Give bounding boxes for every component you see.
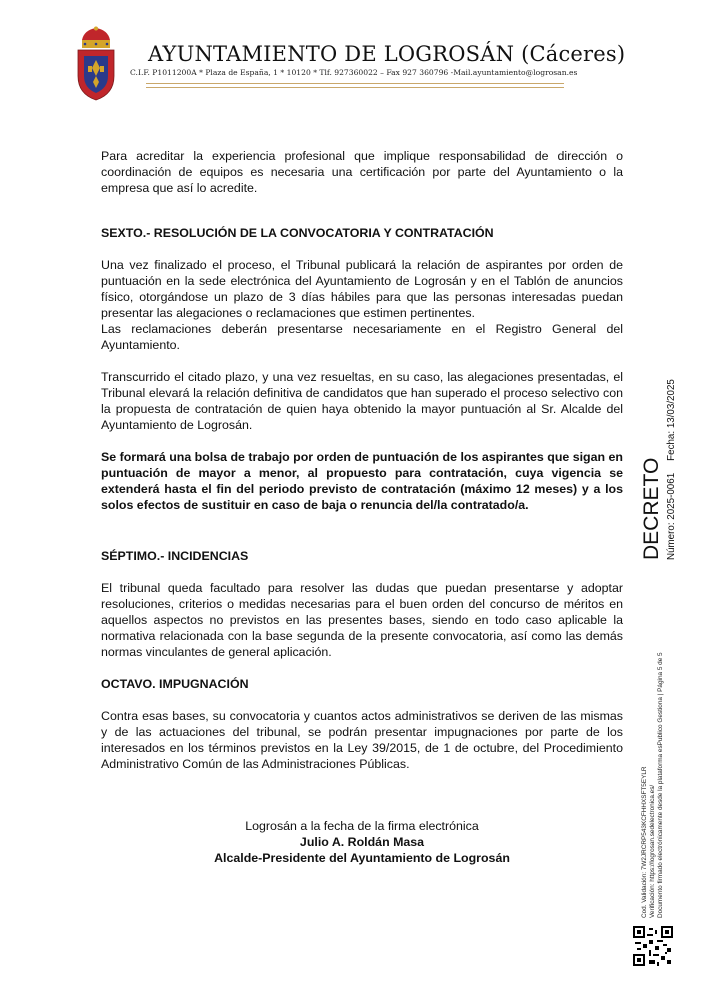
heading-sexto: SEXTO.- RESOLUCIÓN DE LA CONVOCATORIA Y CONTRATACIÓN	[101, 226, 494, 240]
heading-octavo: OCTAVO. IMPUGNACIÓN	[101, 677, 249, 691]
side-date: Fecha: 13/03/2025	[666, 379, 677, 461]
heading-septimo: SÉPTIMO.- INCIDENCIAS	[101, 549, 249, 563]
header-divider-secondary	[146, 87, 564, 88]
signature-place-date: Logrosán a la fecha de la firma electrónica	[245, 819, 479, 833]
header-title: AYUNTAMIENTO DE LOGROSÁN (Cáceres)	[148, 42, 626, 66]
side-decreto-label: DECRETO	[640, 457, 663, 560]
header-divider	[146, 83, 564, 84]
qr-code-icon	[633, 926, 673, 966]
side-verification-url: Verificación: https://logrosan.sedelectronica.es/	[649, 784, 656, 918]
paragraph-publication: Una vez finalizado el proceso, el Tribunal publicará la relación de aspirantes por orden de puntuación en la sede electrónica del Ayuntamiento de Logrosán y en el Tablón de anuncios físico, otorgándose un plazo de 3 días hábiles para que las personas interesadas puedan presentar las alegaciones o reclamaciones que estimen pertinentes.	[101, 258, 623, 320]
paragraph-job-pool: Se formará una bolsa de trabajo por orden de puntuación de los aspirantes que sigan en puntuación de mayor a menor, al propuesto para contratación, cuya vigencia se extenderá hasta el fin del periodo previsto de contratación (máximo 12 meses) y a los solos efectos de sustituir en caso de baja o renuncia del/la contratado/a.	[101, 450, 623, 512]
side-validation-code: Cod. Validación: 7W2JRCRP543KCFHHXSFT5EYLR	[641, 766, 648, 918]
side-number-date	[666, 379, 677, 560]
coat-of-arms-icon	[74, 26, 118, 102]
paragraph-challenge: Contra esas bases, su convocatoria y cuantos actos administrativos se deriven de las mismas y de las actuaciones del tribunal, se podrán presentar impugnaciones por parte de los interesados en los términos previstos en la Ley 39/2015, de 1 de octubre, del Procedimiento Administrativo Común de las Administraciones Públicas.	[101, 709, 623, 771]
signature-role: Alcalde-Presidente del Ayuntamiento de Logrosán	[214, 851, 510, 865]
side-signed-note: Documento firmado electrónicamente desde la plataforma esPublico Gestiona | Página 5 de 5	[657, 652, 664, 918]
side-number: Número: 2025-0061	[666, 472, 677, 560]
header-subtitle: C.I.F. P1011200A * Plaza de España, 1 * 10120 * Tlf. 927360022 – Fax 927 360796 -Mail.ayuntamiento@logrosan.es	[130, 68, 578, 77]
paragraph-final-list: Transcurrido el citado plazo, y una vez resueltas, en su caso, las alegaciones presentadas, el Tribunal elevará la relación definitiva de candidatos que han superado el proceso selectivo con la propuesta de contratación de quien haya obtenido la mayor puntuación al Sr. Alcalde del Ayuntamiento de Logrosán.	[101, 370, 623, 432]
signature-name: Julio A. Roldán Masa	[299, 835, 425, 849]
document-body	[101, 148, 623, 866]
signature-block	[101, 818, 623, 866]
paragraph-claims: Las reclamaciones deberán presentarse necesariamente en el Registro General del Ayuntamiento.	[101, 322, 623, 352]
paragraph-incidents: El tribunal queda facultado para resolver las dudas que puedan presentarse y adoptar resoluciones, criterios o medidas necesarias para el buen orden del concurso de méritos en aquellos aspectos no previstos en las presentes bases, siendo en todo caso aplicable la normativa relacionada con la base segunda de la presente convocatoria, así como las demás normas vinculantes de general aplicación.	[101, 581, 623, 659]
paragraph-experience: Para acreditar la experiencia profesional que implique responsabilidad de dirección o coordinación de equipos es necesaria una certificación por parte del Ayuntamiento o la empresa que así lo acredite.	[101, 149, 623, 195]
